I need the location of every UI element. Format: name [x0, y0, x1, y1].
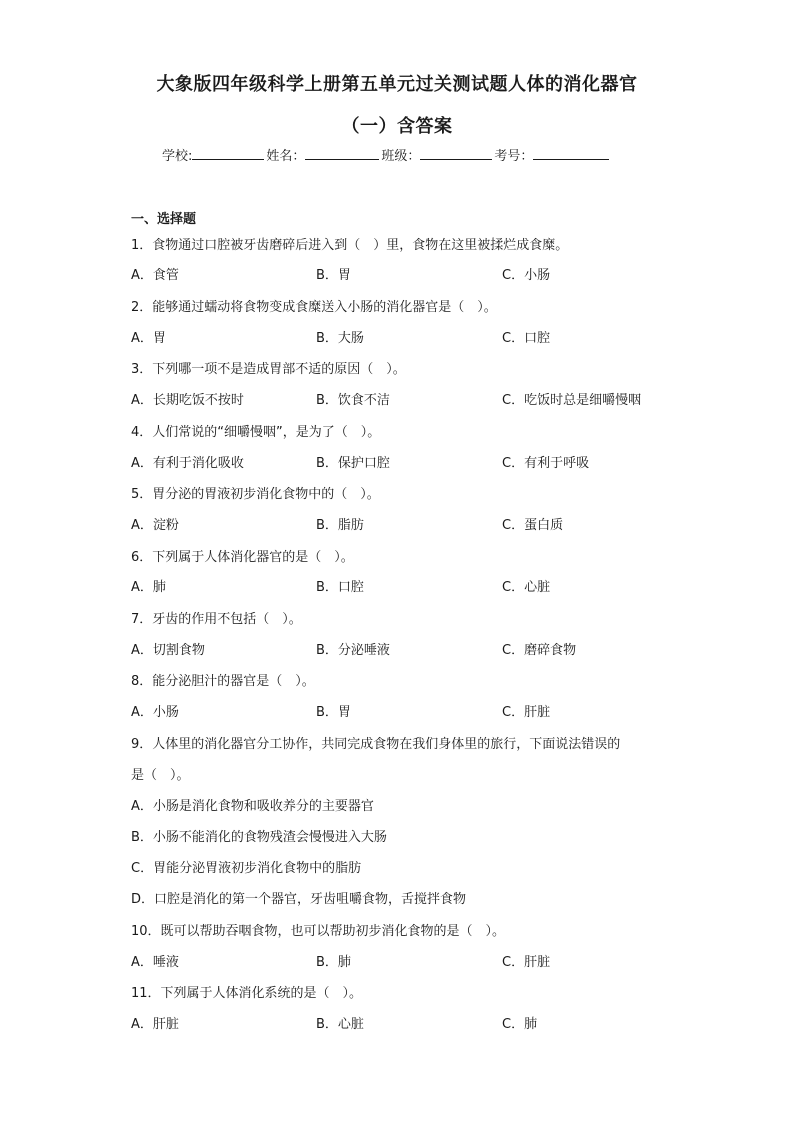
question-options [131, 514, 671, 532]
section-title: 一、选择题 [131, 212, 197, 227]
option-b[interactable]: B．胃 [316, 268, 351, 283]
option-c[interactable]: C．有利于呼吸 [502, 456, 590, 471]
option-a[interactable]: A．有利于消化吸收 [131, 456, 244, 471]
option-c[interactable]: C．胃能分泌胃液初步消化食物中的脂肪 [131, 861, 362, 876]
option-a[interactable]: A．唾液 [131, 955, 179, 970]
question-options [131, 639, 671, 657]
question-text-continued: 是（ ）。 [131, 768, 190, 783]
question-options [131, 951, 671, 969]
option-a[interactable]: A．肝脏 [131, 1017, 179, 1032]
question-text: 3．下列哪一项不是造成胃部不适的原因（ ）。 [131, 362, 406, 377]
question-text: 10．既可以帮助吞咽食物，也可以帮助初步消化食物的是（ ）。 [131, 924, 506, 939]
option-b[interactable]: B．肺 [316, 955, 351, 970]
question-options [131, 576, 671, 594]
question-text: 9．人体里的消化器官分工协作，共同完成食物在我们身体里的旅行，下面说法错误的 [131, 737, 621, 752]
question-text: 2．能够通过蠕动将食物变成食糜送入小肠的消化器官是（ ）。 [131, 300, 497, 315]
option-c[interactable]: C．肝脏 [502, 705, 551, 720]
option-b[interactable]: B．口腔 [316, 580, 364, 595]
question-options [131, 1013, 671, 1031]
option-a[interactable]: A．肺 [131, 580, 166, 595]
number-blank[interactable] [533, 147, 609, 160]
option-a[interactable]: A．小肠是消化食物和吸收养分的主要器官 [131, 799, 374, 814]
name-blank[interactable] [305, 147, 379, 160]
option-c[interactable]: C．心脏 [502, 580, 551, 595]
name-label: 姓名： [266, 149, 306, 164]
option-c[interactable]: C．吃饭时总是细嚼慢咽 [502, 393, 642, 408]
option-c[interactable]: C．磨碎食物 [502, 643, 577, 658]
student-info-row [162, 145, 611, 164]
option-b[interactable]: B．心脏 [316, 1017, 364, 1032]
option-b[interactable]: B．胃 [316, 705, 351, 720]
option-b[interactable]: B．保护口腔 [316, 456, 390, 471]
option-b[interactable]: B．脂肪 [316, 518, 364, 533]
option-a[interactable]: A．切割食物 [131, 643, 205, 658]
question-text: 6．下列属于人体消化器官的是（ ）。 [131, 550, 354, 565]
page-title: 大象版四年级科学上册第五单元过关测试题人体的消化器官 [156, 74, 638, 95]
option-d[interactable]: D．口腔是消化的第一个器官，牙齿咀嚼食物，舌搅拌食物 [131, 892, 467, 907]
question-text: 1．食物通过口腔被牙齿磨碎后进入到（ ）里，食物在这里被揉烂成食糜。 [131, 238, 569, 253]
option-c[interactable]: C．小肠 [502, 268, 551, 283]
option-a[interactable]: A．胃 [131, 331, 166, 346]
question-text: 11．下列属于人体消化系统的是（ ）。 [131, 986, 363, 1001]
option-c[interactable]: C．肝脏 [502, 955, 551, 970]
question-text: 4．人们常说的“细嚼慢咽”，是为了（ ）。 [131, 425, 381, 440]
question-options [131, 389, 671, 407]
question-text: 8．能分泌胆汁的器官是（ ）。 [131, 674, 315, 689]
option-a[interactable]: A．长期吃饭不按时 [131, 393, 244, 408]
question-options [131, 452, 671, 470]
option-c[interactable]: C．肺 [502, 1017, 538, 1032]
option-b[interactable]: B．分泌唾液 [316, 643, 390, 658]
option-a[interactable]: A．小肠 [131, 705, 179, 720]
question-options [131, 327, 671, 345]
question-text: 7．牙齿的作用不包括（ ）。 [131, 612, 302, 627]
page-subtitle: （一）含答案 [341, 116, 453, 137]
option-a[interactable]: A．淀粉 [131, 518, 179, 533]
option-b[interactable]: B．饮食不洁 [316, 393, 390, 408]
option-b[interactable]: B．大肠 [316, 331, 364, 346]
question-text: 5．胃分泌的胃液初步消化食物中的（ ）。 [131, 487, 380, 502]
question-options [131, 701, 671, 719]
school-label: 学校: [162, 149, 193, 164]
class-label: 班级： [381, 149, 421, 164]
class-blank[interactable] [420, 147, 492, 160]
number-label: 考号： [494, 149, 534, 164]
question-options [131, 264, 671, 282]
option-c[interactable]: C．口腔 [502, 331, 551, 346]
option-b[interactable]: B．小肠不能消化的食物残渣会慢慢进入大肠 [131, 830, 387, 845]
option-c[interactable]: C．蛋白质 [502, 518, 564, 533]
option-a[interactable]: A．食管 [131, 268, 179, 283]
school-blank[interactable] [192, 147, 264, 160]
